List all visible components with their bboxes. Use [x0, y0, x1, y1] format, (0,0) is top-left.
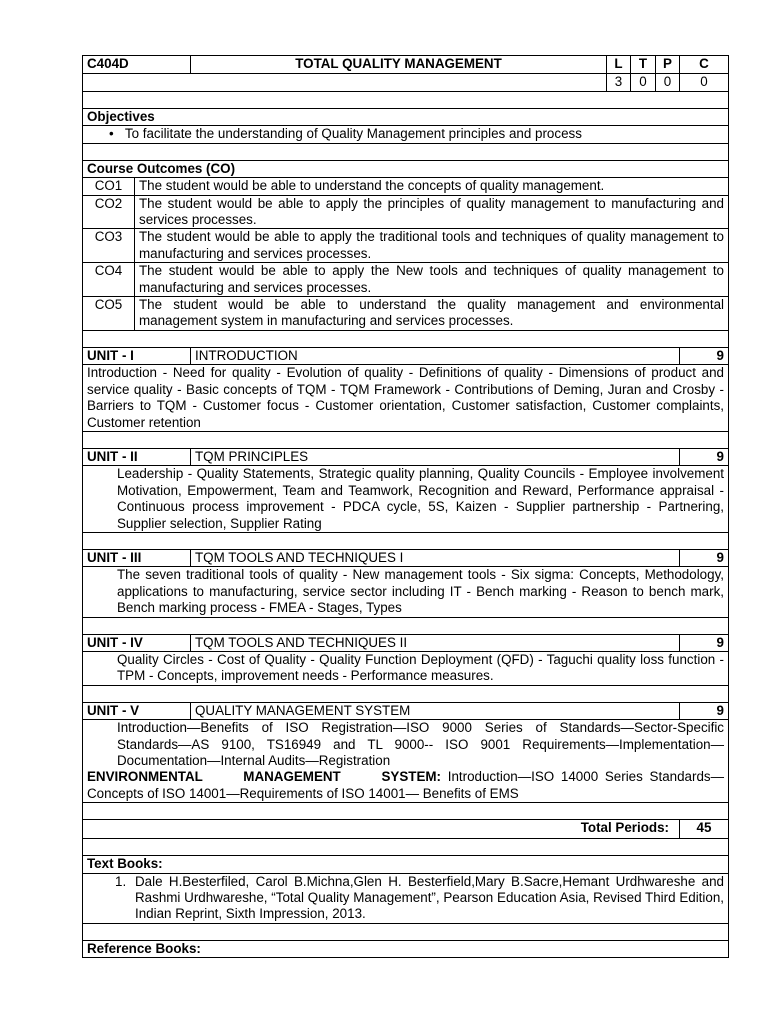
outcome-text: The student would be able to understand the concepts of quality management.: [135, 178, 729, 195]
outcome-text: The student would be able to apply the New tools and techniques of quality management to manufacturing and services processes.: [135, 263, 729, 297]
syllabus-sheet: [82, 55, 728, 958]
unit-content: Quality Circles - Cost of Quality - Quality Function Deployment (QFD) - Taguchi quality loss function - TPM - Concepts, improvement needs - Performance measures.: [83, 651, 729, 685]
outcome-row: [83, 263, 729, 297]
outcome-row: [83, 297, 729, 331]
text-books-heading: Text Books:: [83, 856, 729, 873]
unit-label: UNIT - III: [83, 549, 191, 566]
objectives-heading: Objectives: [83, 109, 729, 126]
reference-books-heading-row: [83, 940, 729, 957]
ltpc-values-row: [83, 74, 729, 92]
unit-label: UNIT - I: [83, 347, 191, 364]
spacer-row: [83, 803, 729, 820]
ltpc-value-t: 0: [631, 74, 656, 92]
unit-content-row: [83, 651, 729, 685]
unit-content: Introduction - Need for quality - Evolution of quality - Definitions of quality - Dimensions of product and service quality - Basic concepts of TQM - TQM Framework - Contributions of Deming, Juran and Crosby - Barriers to TQM - Customer focus - Customer orientation, Customer satisfaction, Customer complaints, Customer retention: [83, 365, 729, 432]
ltpc-value-p: 0: [656, 74, 680, 92]
unit-hours: 9: [680, 347, 729, 364]
env-content: Introduction—ISO 14000 Series Standards—Concepts of ISO 14001—Requirements of ISO 14001— Benefits of EMS: [87, 769, 724, 801]
text-book-entry: [115, 874, 724, 923]
unit-header-row: [83, 347, 729, 364]
objectives-item-row: [83, 126, 729, 143]
outcomes-heading: Course Outcomes (CO): [83, 160, 729, 177]
spacer-row: [83, 532, 729, 549]
objectives-heading-row: [83, 109, 729, 126]
unit-content: Introduction—Benefits of ISO Registration—ISO 9000 Series of Standards—Sector-Specific Standards—AS 9100, TS16949 and TL 9000-- ISO 9001 Requirements—Implementation— Documentation—Internal Audits—Registration: [117, 720, 724, 768]
unit-content-cell: [83, 720, 729, 803]
text-book-row: [83, 873, 729, 923]
unit-header-row: [83, 634, 729, 651]
total-row: [83, 820, 729, 839]
unit-hours: 9: [680, 702, 729, 719]
unit-header-row: [83, 702, 729, 719]
spacer-row: [83, 143, 729, 160]
ltpc-value-l: 3: [607, 74, 631, 92]
unit-title: TQM TOOLS AND TECHNIQUES II: [191, 634, 680, 651]
text-book-item: [83, 873, 729, 923]
unit-title: INTRODUCTION: [191, 347, 680, 364]
unit-content-row: [83, 466, 729, 533]
unit-header-row: [83, 549, 729, 566]
spacer-row: [83, 92, 729, 109]
outcome-text: The student would be able to apply the principles of quality management to manufacturing and services processes.: [135, 195, 729, 229]
course-title: TOTAL QUALITY MANAGEMENT: [191, 56, 607, 74]
unit-header-row: [83, 448, 729, 465]
text-book-number: 1.: [115, 873, 127, 889]
total-value: 45: [680, 820, 729, 839]
spacer-row: [83, 617, 729, 634]
outcome-text: The student would be able to apply the traditional tools and techniques of quality management to manufacturing and services processes.: [135, 229, 729, 263]
spacer-row: [83, 923, 729, 940]
spacer-row: [83, 431, 729, 448]
spacer-row: [83, 330, 729, 347]
total-label: Total Periods:: [83, 820, 680, 839]
outcome-code: CO5: [83, 297, 135, 331]
outcome-row: [83, 195, 729, 229]
unit-hours: 9: [680, 549, 729, 566]
outcome-row: [83, 229, 729, 263]
unit-hours: 9: [680, 634, 729, 651]
objective-text: To facilitate the understanding of Quality Management principles and process: [124, 126, 582, 142]
env-heading: ENVIRONMENTAL MANAGEMENT SYSTEM:: [87, 769, 441, 785]
spacer-row: [83, 685, 729, 702]
unit-content: Leadership - Quality Statements, Strategic quality planning, Quality Councils - Employee involvement Motivation, Empowerment, Team and Teamwork, Recognition and Reward, Performance appraisal - Continuous process improvement - PDCA cycle, 5S, Kaizen - Supplier partnership - Partnering, Supplier selection, Supplier Rating: [83, 466, 729, 533]
syllabus-table: [82, 55, 729, 958]
course-header-row: [83, 56, 729, 74]
unit-label: UNIT - V: [83, 702, 191, 719]
ltpc-header-p: P: [656, 56, 680, 74]
outcome-code: CO2: [83, 195, 135, 229]
outcome-row: [83, 178, 729, 195]
unit-content-row: [83, 720, 729, 803]
unit-content-row: [83, 365, 729, 432]
unit-title: TQM TOOLS AND TECHNIQUES I: [191, 549, 680, 566]
unit-title: TQM PRINCIPLES: [191, 448, 680, 465]
unit-title: QUALITY MANAGEMENT SYSTEM: [191, 702, 680, 719]
unit-label: UNIT - II: [83, 448, 191, 465]
outcome-code: CO3: [83, 229, 135, 263]
reference-books-heading: Reference Books:: [83, 940, 729, 957]
outcome-code: CO4: [83, 263, 135, 297]
env-section: [83, 769, 728, 802]
text-book-text: Dale H.Besterfiled, Carol B.Michna,Glen H. Besterfield,Mary B.Sacre,Hemant Urdhwareshe and Rashmi Urdhwareshe, “Total Quality Management”, Pearson Education Asia, Revised Third Edition, Indian Reprint, Sixth Impression, 2013.: [135, 873, 724, 922]
spacer-row: [83, 839, 729, 856]
outcomes-heading-row: [83, 160, 729, 177]
ltpc-header-l: L: [607, 56, 631, 74]
bullet-icon: •: [109, 126, 114, 142]
outcome-text: The student would be able to understand the quality management and environmental management system in manufacturing and services processes.: [135, 297, 729, 331]
text-books-heading-row: [83, 856, 729, 873]
course-code: C404D: [83, 56, 191, 74]
unit-hours: 9: [680, 448, 729, 465]
blank-cell: [83, 74, 607, 92]
ltpc-value-c: 0: [680, 74, 729, 92]
objective-item: [83, 126, 729, 143]
unit-content: The seven traditional tools of quality - New management tools - Six sigma: Concepts, Methodology, applications to manufacturing, service sector including IT - Bench marking - Reason to bench mark, Bench marking process - FMEA - Stages, Types: [83, 567, 729, 617]
outcome-code: CO1: [83, 178, 135, 195]
ltpc-header-c: C: [680, 56, 729, 74]
unit-content-row: [83, 567, 729, 617]
unit-label: UNIT - IV: [83, 634, 191, 651]
ltpc-header-t: T: [631, 56, 656, 74]
